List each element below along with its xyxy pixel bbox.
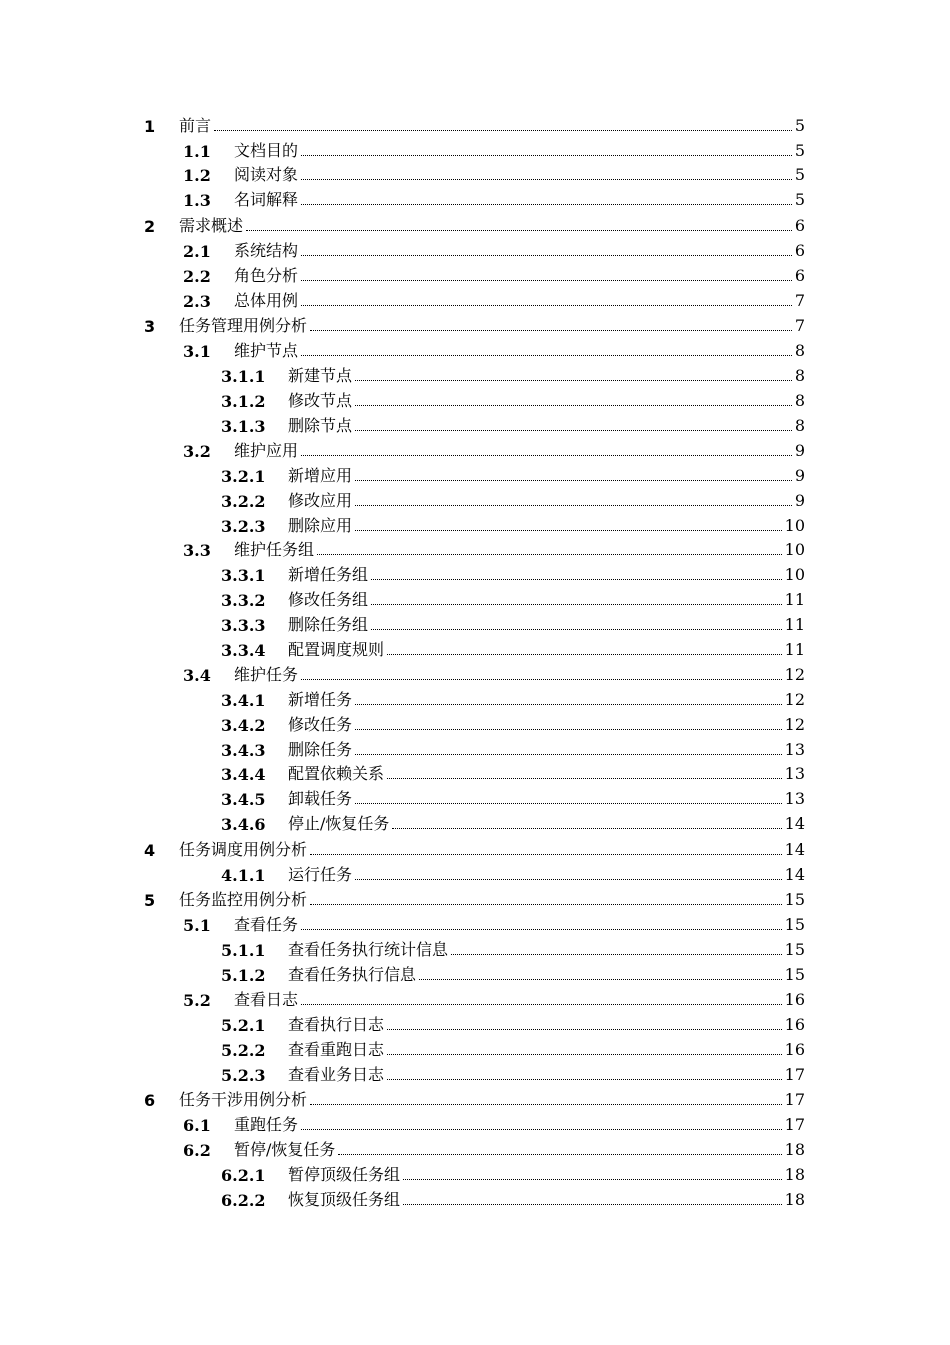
- toc-entry-line: [288, 612, 805, 635]
- dot-leader: [310, 904, 782, 905]
- toc-entry-number: 5.2.3: [221, 1065, 266, 1085]
- toc-entry-level-2[interactable]: [0, 239, 950, 264]
- toc-entry-title: 任务调度用例分析: [179, 839, 308, 859]
- dot-leader: [355, 480, 792, 481]
- toc-entry-number: 3.4.1: [221, 690, 266, 710]
- toc-entry-line: [234, 138, 805, 161]
- dot-leader: [387, 778, 782, 779]
- toc-entry-level-2[interactable]: [0, 188, 950, 213]
- toc-entry-page-number: 14: [784, 839, 805, 859]
- toc-entry-line: [179, 887, 805, 910]
- toc-entry-title: 任务监控用例分析: [179, 890, 308, 910]
- toc-entry-line: [288, 463, 805, 486]
- toc-entry-level-3[interactable]: [0, 863, 950, 888]
- table-of-contents: [0, 113, 950, 1213]
- toc-entry-title: 任务干涉用例分析: [179, 1090, 308, 1110]
- toc-entry-number: 6.2.1: [221, 1166, 266, 1186]
- toc-entry-title: 查看任务: [234, 915, 299, 935]
- toc-entry-page-number: 9: [794, 440, 805, 460]
- toc-entry-title: 停止/恢复任务: [288, 814, 390, 834]
- dot-leader: [355, 530, 782, 531]
- toc-entry-number: 5.2: [183, 991, 211, 1011]
- toc-entry-level-3[interactable]: [0, 613, 950, 638]
- dot-leader: [301, 679, 782, 680]
- dot-leader: [301, 929, 782, 930]
- toc-entry-title: 查看日志: [234, 990, 299, 1010]
- dot-leader: [301, 455, 792, 456]
- toc-entry-line: [288, 862, 805, 885]
- dot-leader: [355, 405, 792, 406]
- dot-leader: [301, 179, 792, 180]
- toc-entry-line: [288, 1037, 805, 1060]
- toc-entry-line: [288, 488, 805, 511]
- toc-entry-page-number: 8: [794, 366, 805, 386]
- toc-entry-title: 删除任务组: [288, 615, 369, 635]
- toc-entry-number: 3.1.3: [221, 416, 266, 436]
- dot-leader: [310, 330, 792, 331]
- toc-entry-level-3[interactable]: [0, 514, 950, 539]
- toc-entry-page-number: 9: [794, 465, 805, 485]
- toc-entry-title: 查看重跑日志: [288, 1039, 385, 1059]
- toc-entry-level-3[interactable]: [0, 1063, 950, 1088]
- toc-entry-number: 2: [144, 217, 156, 237]
- dot-leader: [301, 155, 792, 156]
- toc-entry-page-number: 12: [784, 714, 805, 734]
- toc-entry-level-3[interactable]: [0, 738, 950, 763]
- dot-leader: [387, 1054, 782, 1055]
- toc-entry-line: [288, 786, 805, 809]
- toc-entry-title: 修改应用: [288, 490, 353, 510]
- dot-leader: [387, 1029, 782, 1030]
- toc-entry-number: 5.1.2: [221, 966, 266, 986]
- toc-entry-page-number: 8: [794, 415, 805, 435]
- dot-leader: [310, 854, 782, 855]
- toc-entry-number: 3.3: [183, 541, 211, 561]
- toc-entry-page-number: 5: [794, 115, 805, 135]
- toc-entry-title: 查看业务日志: [288, 1064, 385, 1084]
- toc-entry-level-3[interactable]: [0, 638, 950, 663]
- toc-entry-line: [234, 1137, 805, 1160]
- toc-entry-line: [234, 187, 805, 210]
- toc-entry-number: 3.4: [183, 665, 211, 685]
- toc-entry-title: 新增应用: [288, 465, 353, 485]
- toc-entry-line: [288, 637, 805, 660]
- toc-entry-level-1[interactable]: [0, 213, 950, 239]
- toc-entry-number: 4: [144, 840, 156, 860]
- toc-entry-number: 4.1.1: [221, 865, 266, 885]
- toc-entry-line: [288, 562, 805, 585]
- toc-entry-level-2[interactable]: [0, 913, 950, 938]
- toc-entry-number: 5.2.1: [221, 1015, 266, 1035]
- dot-leader: [355, 879, 782, 880]
- toc-entry-line: [288, 363, 805, 386]
- toc-entry-title: 查看任务执行信息: [288, 965, 417, 985]
- toc-entry-line: [234, 537, 805, 560]
- toc-entry-level-1[interactable]: [0, 113, 950, 139]
- toc-entry-number: 1.3: [183, 191, 211, 211]
- toc-entry-level-2[interactable]: [0, 164, 950, 189]
- toc-entry-level-2[interactable]: [0, 264, 950, 289]
- dot-leader: [355, 729, 782, 730]
- toc-entry-title: 修改节点: [288, 391, 353, 411]
- toc-entry-line: [179, 837, 805, 860]
- dot-leader: [301, 255, 792, 256]
- toc-entry-line: [288, 937, 805, 960]
- toc-entry-title: 恢复顶级任务组: [288, 1189, 401, 1209]
- toc-entry-number: 3.1: [183, 342, 211, 362]
- toc-entry-page-number: 6: [794, 216, 805, 236]
- dot-leader: [301, 355, 792, 356]
- toc-entry-line: [234, 1112, 805, 1135]
- toc-entry-level-3[interactable]: [0, 389, 950, 414]
- toc-entry-level-3[interactable]: [0, 1013, 950, 1038]
- toc-entry-number: 5: [144, 891, 156, 911]
- toc-entry-page-number: 9: [794, 490, 805, 510]
- dot-leader: [419, 979, 782, 980]
- toc-entry-level-3[interactable]: [0, 464, 950, 489]
- toc-entry-line: [234, 987, 805, 1010]
- dot-leader: [451, 954, 782, 955]
- toc-entry-number: 3.2.3: [221, 516, 266, 536]
- dot-leader: [214, 130, 792, 131]
- dot-leader: [392, 828, 781, 829]
- dot-leader: [355, 505, 792, 506]
- toc-entry-title: 删除节点: [288, 415, 353, 435]
- toc-entry-level-2[interactable]: [0, 1138, 950, 1163]
- toc-entry-line: [234, 662, 805, 685]
- toc-entry-title: 暂停/恢复任务: [234, 1140, 336, 1160]
- toc-entry-level-3[interactable]: [0, 713, 950, 738]
- toc-entry-title: 运行任务: [288, 864, 353, 884]
- toc-entry-title: 维护任务组: [234, 540, 315, 560]
- toc-entry-title: 名词解释: [234, 190, 299, 210]
- toc-entry-level-2[interactable]: [0, 988, 950, 1013]
- toc-entry-line: [288, 587, 805, 610]
- dot-leader: [371, 604, 782, 605]
- toc-entry-line: [288, 513, 805, 536]
- dot-leader: [355, 803, 782, 804]
- toc-entry-page-number: 18: [784, 1165, 805, 1185]
- toc-entry-number: 5.1: [183, 916, 211, 936]
- toc-entry-level-3[interactable]: [0, 787, 950, 812]
- toc-entry-title: 删除任务: [288, 739, 353, 759]
- toc-entry-title: 卸载任务: [288, 789, 353, 809]
- toc-entry-page-number: 17: [784, 1064, 805, 1084]
- toc-entry-title: 系统结构: [234, 240, 299, 260]
- toc-entry-title: 查看任务执行统计信息: [288, 940, 449, 960]
- toc-entry-level-3[interactable]: [0, 1038, 950, 1063]
- toc-entry-page-number: 10: [784, 565, 805, 585]
- toc-entry-number: 6.2: [183, 1141, 211, 1161]
- toc-entry-line: [234, 263, 805, 286]
- toc-entry-level-2[interactable]: [0, 139, 950, 164]
- dot-leader: [301, 1129, 782, 1130]
- toc-entry-page-number: 15: [784, 965, 805, 985]
- toc-entry-page-number: 13: [784, 739, 805, 759]
- toc-entry-level-3[interactable]: [0, 563, 950, 588]
- toc-entry-number: 3.4.3: [221, 740, 266, 760]
- toc-entry-level-1[interactable]: [0, 837, 950, 863]
- toc-entry-title: 修改任务组: [288, 590, 369, 610]
- toc-entry-level-2[interactable]: [0, 663, 950, 688]
- toc-entry-number: 3.3.3: [221, 616, 266, 636]
- toc-entry-page-number: 17: [784, 1090, 805, 1110]
- toc-entry-title: 需求概述: [179, 216, 244, 236]
- dot-leader: [310, 1104, 782, 1105]
- toc-entry-level-2[interactable]: [0, 439, 950, 464]
- toc-entry-title: 新建节点: [288, 366, 353, 386]
- toc-entry-level-1[interactable]: [0, 888, 950, 914]
- toc-entry-level-2[interactable]: [0, 339, 950, 364]
- toc-entry-page-number: 5: [794, 165, 805, 185]
- toc-entry-page-number: 11: [784, 615, 805, 635]
- toc-entry-number: 3.3.1: [221, 566, 266, 586]
- toc-entry-page-number: 14: [784, 814, 805, 834]
- toc-entry-level-3[interactable]: [0, 364, 950, 389]
- toc-entry-number: 3.1.2: [221, 392, 266, 412]
- toc-entry-title: 查看执行日志: [288, 1014, 385, 1034]
- toc-entry-number: 3.4.2: [221, 715, 266, 735]
- toc-entry-level-3[interactable]: [0, 688, 950, 713]
- toc-entry-line: [179, 313, 805, 336]
- dot-leader: [301, 204, 792, 205]
- toc-entry-level-3[interactable]: [0, 1188, 950, 1213]
- toc-entry-page-number: 7: [794, 316, 805, 336]
- toc-entry-number: 5.2.2: [221, 1040, 266, 1060]
- toc-entry-page-number: 15: [784, 940, 805, 960]
- toc-entry-level-2[interactable]: [0, 539, 950, 564]
- toc-entry-page-number: 6: [794, 240, 805, 260]
- toc-entry-level-3[interactable]: [0, 1163, 950, 1188]
- toc-entry-number: 3: [144, 317, 156, 337]
- toc-entry-line: [288, 811, 805, 834]
- toc-entry-line: [288, 1187, 805, 1210]
- toc-entry-page-number: 14: [784, 864, 805, 884]
- toc-entry-line: [288, 962, 805, 985]
- toc-entry-line: [179, 213, 805, 236]
- toc-entry-number: 3.4.5: [221, 790, 266, 810]
- toc-entry-title: 新增任务: [288, 689, 353, 709]
- toc-entry-line: [288, 687, 805, 710]
- toc-entry-level-2[interactable]: [0, 289, 950, 314]
- toc-entry-page-number: 11: [784, 639, 805, 659]
- toc-entry-number: 3.2.1: [221, 466, 266, 486]
- toc-entry-title: 角色分析: [234, 265, 299, 285]
- toc-entry-title: 总体用例: [234, 290, 299, 310]
- toc-entry-title: 维护任务: [234, 664, 299, 684]
- toc-entry-level-3[interactable]: [0, 812, 950, 837]
- toc-entry-page-number: 18: [784, 1140, 805, 1160]
- toc-entry-number: 3.4.4: [221, 765, 266, 785]
- toc-entry-page-number: 12: [784, 664, 805, 684]
- toc-entry-level-3[interactable]: [0, 414, 950, 439]
- toc-entry-level-3[interactable]: [0, 763, 950, 788]
- toc-entry-number: 3.2.2: [221, 491, 266, 511]
- toc-entry-page-number: 6: [794, 265, 805, 285]
- dot-leader: [246, 230, 792, 231]
- toc-entry-page-number: 8: [794, 391, 805, 411]
- toc-entry-title: 任务管理用例分析: [179, 316, 308, 336]
- toc-entry-number: 1: [144, 116, 156, 136]
- toc-entry-title: 文档目的: [234, 140, 299, 160]
- dot-leader: [371, 579, 782, 580]
- toc-entry-title: 维护应用: [234, 440, 299, 460]
- toc-entry-level-1[interactable]: [0, 314, 950, 340]
- toc-entry-number: 3.4.6: [221, 815, 266, 835]
- toc-entry-line: [234, 238, 805, 261]
- toc-entry-line: [288, 712, 805, 735]
- toc-entry-page-number: 5: [794, 190, 805, 210]
- dot-leader: [387, 1079, 782, 1080]
- toc-entry-page-number: 5: [794, 140, 805, 160]
- toc-entry-line: [234, 912, 805, 935]
- dot-leader: [355, 704, 782, 705]
- toc-entry-level-3[interactable]: [0, 963, 950, 988]
- toc-entry-level-2[interactable]: [0, 1113, 950, 1138]
- toc-entry-level-3[interactable]: [0, 588, 950, 613]
- toc-entry-page-number: 15: [784, 915, 805, 935]
- toc-entry-line: [288, 1162, 805, 1185]
- toc-entry-number: 6: [144, 1091, 156, 1111]
- toc-entry-number: 5.1.1: [221, 941, 266, 961]
- toc-entry-line: [179, 113, 805, 136]
- toc-entry-number: 3.3.4: [221, 640, 266, 660]
- toc-entry-title: 新增任务组: [288, 565, 369, 585]
- dot-leader: [355, 430, 792, 431]
- toc-entry-line: [288, 388, 805, 411]
- toc-entry-title: 阅读对象: [234, 165, 299, 185]
- dot-leader: [301, 305, 792, 306]
- dot-leader: [338, 1154, 781, 1155]
- toc-entry-line: [288, 761, 805, 784]
- toc-entry-page-number: 16: [784, 1039, 805, 1059]
- toc-entry-page-number: 16: [784, 1014, 805, 1034]
- dot-leader: [387, 654, 782, 655]
- toc-entry-title: 前言: [179, 115, 212, 135]
- toc-entry-page-number: 10: [784, 540, 805, 560]
- toc-entry-level-3[interactable]: [0, 938, 950, 963]
- dot-leader: [301, 1004, 782, 1005]
- toc-entry-title: 配置调度规则: [288, 639, 385, 659]
- toc-entry-page-number: 12: [784, 689, 805, 709]
- toc-entry-title: 暂停顶级任务组: [288, 1165, 401, 1185]
- toc-entry-line: [288, 413, 805, 436]
- dot-leader: [371, 629, 782, 630]
- toc-entry-number: 1.2: [183, 166, 211, 186]
- toc-entry-page-number: 15: [784, 890, 805, 910]
- toc-entry-line: [288, 1062, 805, 1085]
- toc-entry-page-number: 13: [784, 789, 805, 809]
- toc-entry-number: 6.2.2: [221, 1190, 266, 1210]
- toc-entry-line: [234, 438, 805, 461]
- toc-entry-title: 修改任务: [288, 714, 353, 734]
- toc-entry-line: [234, 162, 805, 185]
- toc-entry-page-number: 7: [794, 290, 805, 310]
- toc-entry-number: 2.3: [183, 291, 211, 311]
- toc-entry-number: 3.1.1: [221, 367, 266, 387]
- toc-entry-page-number: 8: [794, 341, 805, 361]
- toc-entry-number: 2.1: [183, 241, 211, 261]
- toc-entry-page-number: 18: [784, 1189, 805, 1209]
- toc-entry-title: 删除应用: [288, 515, 353, 535]
- toc-entry-page-number: 13: [784, 764, 805, 784]
- dot-leader: [301, 280, 792, 281]
- toc-entry-page-number: 10: [784, 515, 805, 535]
- toc-entry-number: 3.3.2: [221, 591, 266, 611]
- dot-leader: [403, 1204, 782, 1205]
- toc-entry-number: 3.2: [183, 441, 211, 461]
- toc-entry-level-1[interactable]: [0, 1088, 950, 1114]
- dot-leader: [355, 754, 782, 755]
- toc-entry-level-3[interactable]: [0, 489, 950, 514]
- toc-entry-number: 1.1: [183, 141, 211, 161]
- dot-leader: [403, 1179, 782, 1180]
- toc-entry-title: 配置依赖关系: [288, 764, 385, 784]
- toc-entry-line: [234, 288, 805, 311]
- toc-entry-title: 维护节点: [234, 341, 299, 361]
- toc-entry-page-number: 17: [784, 1115, 805, 1135]
- toc-entry-page-number: 11: [784, 590, 805, 610]
- toc-entry-number: 6.1: [183, 1116, 211, 1136]
- toc-entry-page-number: 16: [784, 990, 805, 1010]
- toc-entry-line: [234, 338, 805, 361]
- dot-leader: [317, 554, 782, 555]
- toc-entry-line: [288, 1012, 805, 1035]
- toc-entry-line: [288, 737, 805, 760]
- toc-entry-title: 重跑任务: [234, 1115, 299, 1135]
- toc-entry-number: 2.2: [183, 266, 211, 286]
- toc-entry-line: [179, 1087, 805, 1110]
- dot-leader: [355, 380, 792, 381]
